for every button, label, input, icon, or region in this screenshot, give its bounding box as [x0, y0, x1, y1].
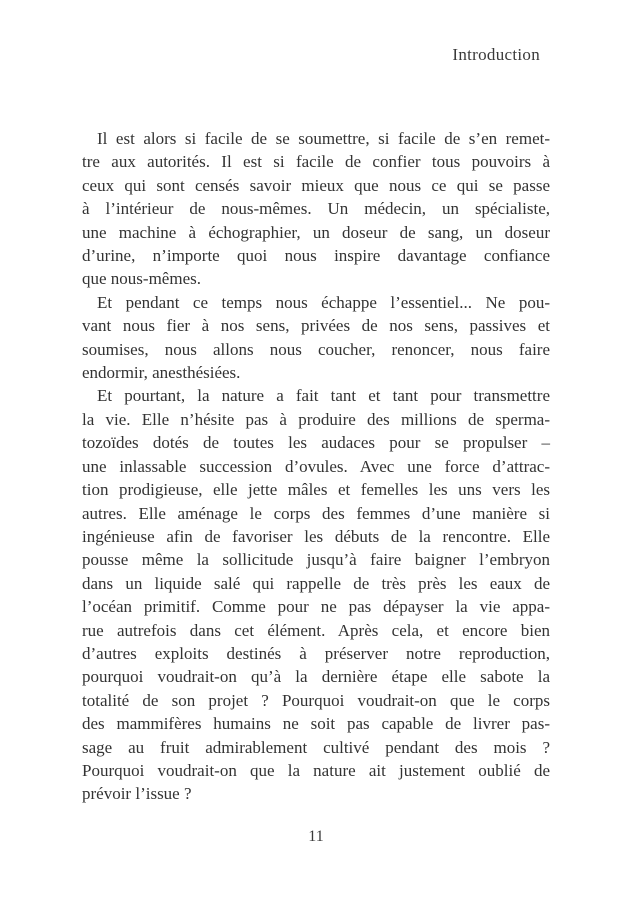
text-line: soumises, nous allons nous coucher, renoncer, nous faire	[82, 339, 550, 359]
text-line: Et pourtant, la nature a fait tant et tant pour transmettre	[97, 386, 550, 406]
text-line: une inlassable succession d’ovules. Avec une force d’attrac-	[82, 456, 550, 476]
text-line: la vie. Elle n’hésite pas à produire des millions de sperma-	[82, 409, 550, 429]
text-line: endormir, anesthésiées.	[82, 363, 241, 383]
text-line: totalité de son projet ? Pourquoi voudrait-on que le corps	[82, 690, 550, 710]
text-line: ceux qui sont censés savoir mieux que nous ce qui se passe	[82, 175, 550, 195]
text-line: autres. Elle aménage le corps des femmes d’une manière si	[82, 503, 550, 523]
text-line: à l’intérieur de nous-mêmes. Un médecin, un spécialiste,	[82, 199, 550, 219]
text-line: Et pendant ce temps nous échappe l’essentiel... Ne pou-	[97, 292, 550, 312]
text-line: Pourquoi voudrait-on que la nature ait justement oublié de	[82, 760, 550, 780]
text-line: prévoir l’issue ?	[82, 784, 192, 804]
paragraph	[82, 127, 550, 291]
text-line: ingénieuse afin de favoriser les débuts de la rencontre. Elle	[82, 526, 550, 546]
text-line: Il est alors si facile de se soumettre, si facile de s’en remet-	[97, 129, 550, 148]
chapter-title: Introduction	[452, 45, 540, 64]
text-line: tre aux autorités. Il est si facile de confier tous pouvoirs à	[82, 152, 550, 172]
text-line: que nous-mêmes.	[82, 269, 201, 289]
paragraph	[82, 291, 550, 385]
text-line: tion prodigieuse, elle jette mâles et femelles les uns vers les	[82, 480, 550, 500]
text-line: d’urine, n’importe quoi nous inspire davantage confiance	[82, 246, 550, 266]
text-line: rue autrefois dans cet élément. Après cela, et encore bien	[82, 620, 550, 640]
page-number: 11	[308, 828, 324, 845]
paragraph	[82, 384, 550, 805]
text-line: des mammifères humains ne soit pas capable de livrer pas-	[82, 714, 550, 734]
text-line: l’océan primitif. Comme pour ne pas dépayser la vie appa-	[82, 597, 550, 617]
running-header	[82, 45, 540, 65]
text-line: sage au fruit admirablement cultivé pendant des mois ?	[82, 737, 550, 757]
text-line: tozoïdes dotés de toutes les audaces pour se propulser –	[82, 433, 550, 453]
text-line: pourquoi voudrait-on qu’à la dernière étape elle sabote la	[82, 667, 550, 687]
text-line: dans un liquide salé qui rappelle de très près les eaux de	[82, 573, 550, 593]
text-line: vant nous fier à nos sens, privées de nos sens, passives et	[82, 316, 550, 336]
text-line: d’autres exploits destinés à préserver notre reproduction,	[82, 643, 550, 663]
text-block	[82, 127, 550, 806]
text-line: pousse même la sollicitude jusqu’à faire baigner l’embryon	[82, 550, 550, 570]
text-line: une machine à échographier, un doseur de sang, un doseur	[82, 222, 550, 242]
